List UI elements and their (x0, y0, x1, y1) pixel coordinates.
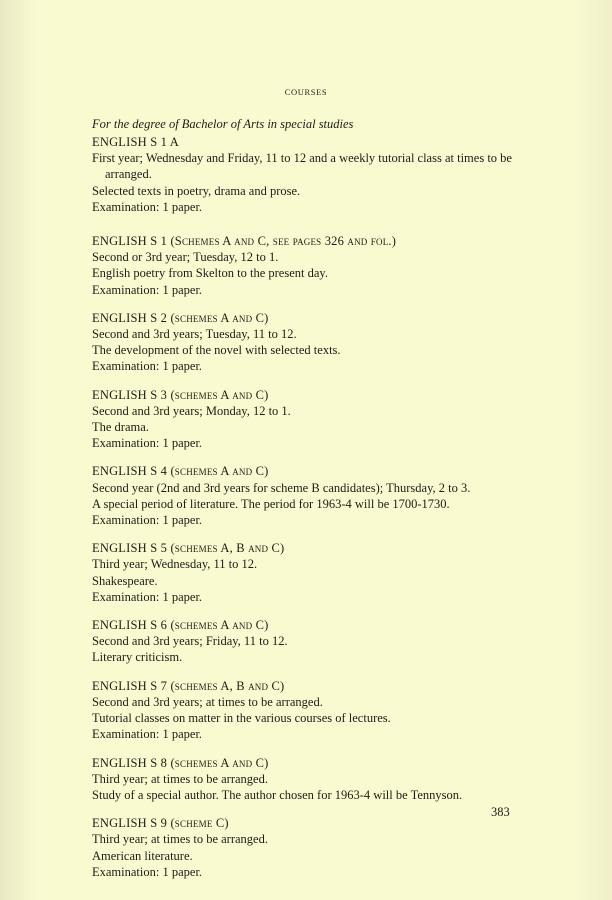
course-schedule: Third year; at times to be arranged. (92, 771, 268, 786)
course-english-s8 (92, 755, 532, 804)
course-english-s3 (92, 387, 532, 452)
course-schedule: Second or 3rd year; Tuesday, 12 to 1. (92, 250, 279, 265)
course-examination: Examination: 1 paper. (92, 359, 203, 374)
course-title: ENGLISH S 1 (Schemes A and C, see pages 326 and fol.) (92, 234, 397, 249)
course-examination: Examination: 1 paper. (92, 727, 203, 742)
course-title: ENGLISH S 1 A (92, 135, 179, 149)
course-title: ENGLISH S 3 (schemes A and C) (92, 387, 269, 402)
degree-subtitle: For the degree of Bachelor of Arts in special studies (92, 117, 354, 131)
course-schedule: Second year (2nd and 3rd years for scheme B candidates); Thursday, 2 to 3. (92, 480, 471, 495)
course-description: Selected texts in poetry, drama and prose. (92, 183, 301, 198)
course-schedule: Second and 3rd years; Friday, 11 to 12. (92, 634, 288, 649)
course-title: ENGLISH S 2 (schemes A and C) (92, 310, 269, 325)
course-english-s5 (92, 540, 532, 605)
course-english-s9 (92, 815, 532, 880)
course-title: ENGLISH S 6 (schemes A and C) (92, 618, 269, 633)
course-english-s1a (92, 134, 532, 215)
course-english-s4 (92, 463, 532, 528)
course-examination: Examination: 1 paper. (92, 436, 203, 451)
course-description: Shakespeare. (92, 573, 158, 588)
course-schedule: Third year; at times to be arranged. (92, 832, 268, 847)
course-description: A special period of literature. The period for 1963-4 will be 1700-1730. (92, 496, 450, 511)
course-schedule: Third year; Wednesday, 11 to 12. (92, 557, 258, 572)
course-description: The drama. (92, 420, 149, 435)
course-examination: Examination: 1 paper. (92, 513, 203, 528)
running-header: COURSES (284, 87, 328, 97)
course-english-s1 (92, 233, 532, 298)
course-english-s2 (92, 310, 532, 375)
course-title: ENGLISH S 8 (schemes A and C) (92, 755, 269, 770)
course-examination: Examination: 1 paper. (92, 864, 203, 879)
page-number: 383 (491, 805, 510, 819)
course-english-s6 (92, 617, 532, 666)
course-title: ENGLISH S 9 (scheme C) (92, 816, 229, 831)
course-description: Tutorial classes on matter in the various courses of lectures. (92, 711, 391, 726)
course-description: The development of the novel with selected texts. (92, 343, 341, 358)
course-list (92, 116, 532, 880)
course-schedule: Second and 3rd years; Tuesday, 11 to 12. (92, 327, 297, 342)
page-shadow-left (0, 0, 38, 900)
course-title: ENGLISH S 5 (schemes A, B and C) (92, 541, 285, 556)
course-title: ENGLISH S 4 (schemes A and C) (92, 464, 269, 479)
course-examination: Examination: 1 paper. (92, 282, 203, 297)
page-shadow-right (572, 0, 612, 900)
course-title: ENGLISH S 7 (schemes A, B and C) (92, 678, 285, 693)
course-examination: Examination: 1 paper. (92, 589, 203, 604)
course-schedule: Second and 3rd years; Monday, 12 to 1. (92, 403, 291, 418)
course-description: American literature. (92, 848, 193, 863)
course-schedule: Second and 3rd years; at times to be arranged. (92, 694, 323, 709)
course-english-s7 (92, 678, 532, 743)
course-examination: Examination: 1 paper. (92, 199, 203, 214)
course-description: Study of a special author. The author chosen for 1963-4 will be Tennyson. (92, 787, 463, 802)
course-description: Literary criticism. (92, 650, 183, 665)
course-schedule: First year; Wednesday and Friday, 11 to 12 and a weekly tutorial class at times to be arranged. (92, 151, 512, 182)
course-description: English poetry from Skelton to the present day. (92, 266, 328, 281)
